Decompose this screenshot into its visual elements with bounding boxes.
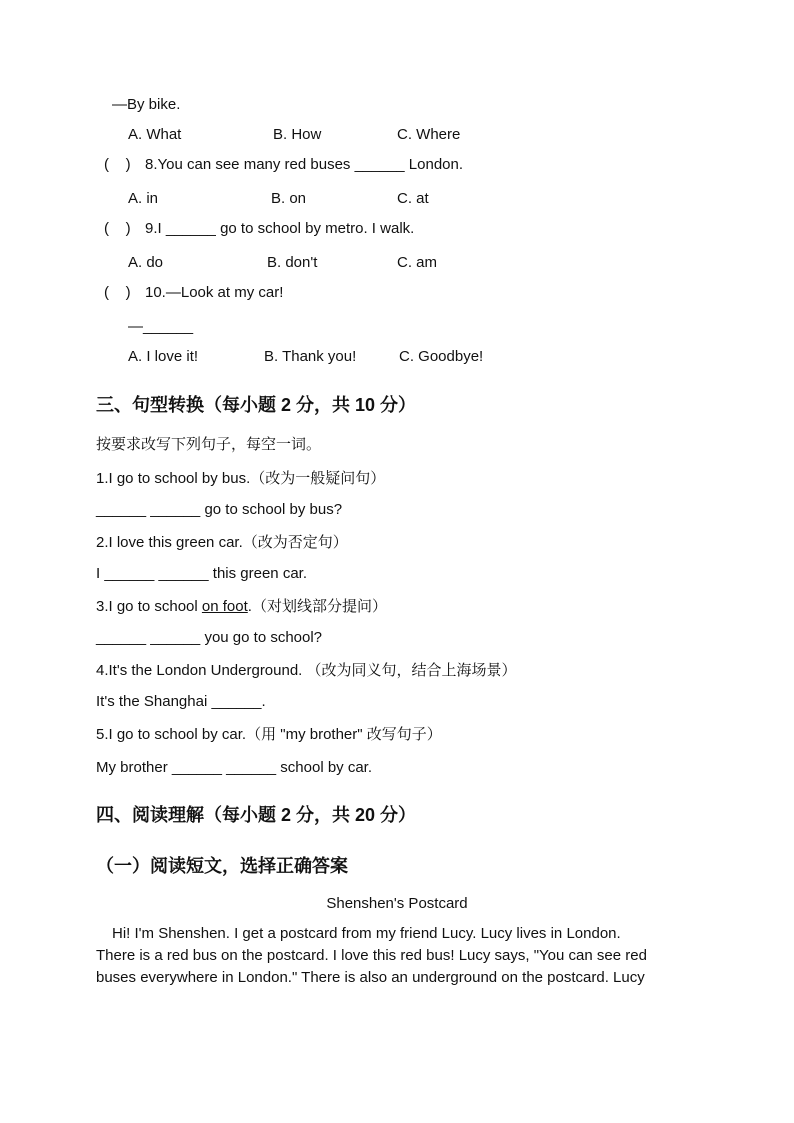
part3-q3 <box>96 595 387 616</box>
part4-subheading: （一）阅读短文，选择正确答案 <box>96 856 348 876</box>
q9-option-c: C. am <box>397 254 438 271</box>
part3-a2[interactable]: I ______ ______ this green car. <box>96 565 307 582</box>
passage-line: There is a red bus on the postcard. I love this red bus! Lucy says, "You can see red <box>96 947 647 964</box>
passage-line: Hi! I'm Shenshen. I get a postcard from my friend Lucy. Lucy lives in London. <box>112 925 621 942</box>
part3-a3[interactable]: ______ ______ you go to school? <box>96 629 323 646</box>
part3-instruction: 按要求改写下列句子，每空一词。 <box>96 436 322 453</box>
part3-a5[interactable]: My brother ______ ______ school by car. <box>96 759 373 776</box>
part3-q3-pre: 3.I go to school <box>96 598 202 615</box>
q8-answer-paren[interactable]: ( ) <box>104 156 131 173</box>
part3-q1: 1.I go to school by bus.（改为一般疑问句） <box>96 470 386 487</box>
part3-a1[interactable]: ______ ______ go to school by bus? <box>96 501 343 518</box>
q7-answer-line: —By bike. <box>112 96 181 113</box>
part3-q3-post: .（对划线部分提问） <box>247 598 387 615</box>
q7-option-a: A. What <box>128 126 182 143</box>
part3-q2: 2.I love this green car.（改为否定句） <box>96 534 348 551</box>
part3-q3-underlined: on foot <box>201 598 248 615</box>
q9-answer-paren[interactable]: ( ) <box>104 220 131 237</box>
q10-answer-paren[interactable]: ( ) <box>104 284 131 301</box>
q7-option-b: B. How <box>273 126 322 143</box>
part3-q4: 4.It's the London Underground. （改为同义句，结合上海场景） <box>96 662 517 679</box>
q10-question: 10.—Look at my car! <box>145 284 284 301</box>
part3-q5: 5.I go to school by car.（用 "my brother" 改写句子） <box>96 726 442 743</box>
q10-option-c: C. Goodbye! <box>399 348 484 365</box>
q10-option-b: B. Thank you! <box>264 348 357 365</box>
q7-option-c: C. Where <box>397 126 461 143</box>
q9-option-a: A. do <box>128 254 164 271</box>
q10-answer-line: —______ <box>128 318 194 335</box>
q8-option-b: B. on <box>271 190 307 207</box>
q9-question: 9.I ______ go to school by metro. I walk. <box>145 220 415 237</box>
q10-option-a: A. I love it! <box>128 348 199 365</box>
part3-heading: 三、句型转换（每小题 2 分，共 10 分） <box>96 395 417 415</box>
part4-heading: 四、阅读理解（每小题 2 分，共 20 分） <box>96 805 417 825</box>
q8-option-a: A. in <box>128 190 159 207</box>
q9-option-b: B. don't <box>267 254 318 271</box>
q8-question: 8.You can see many red buses ______ London. <box>145 156 464 173</box>
q8-option-c: C. at <box>397 190 429 207</box>
part3-a4[interactable]: It's the Shanghai ______. <box>96 693 266 710</box>
passage-title: Shenshen's Postcard <box>326 895 468 912</box>
passage-line: buses everywhere in London." There is also an underground on the postcard. Lucy <box>96 969 645 986</box>
